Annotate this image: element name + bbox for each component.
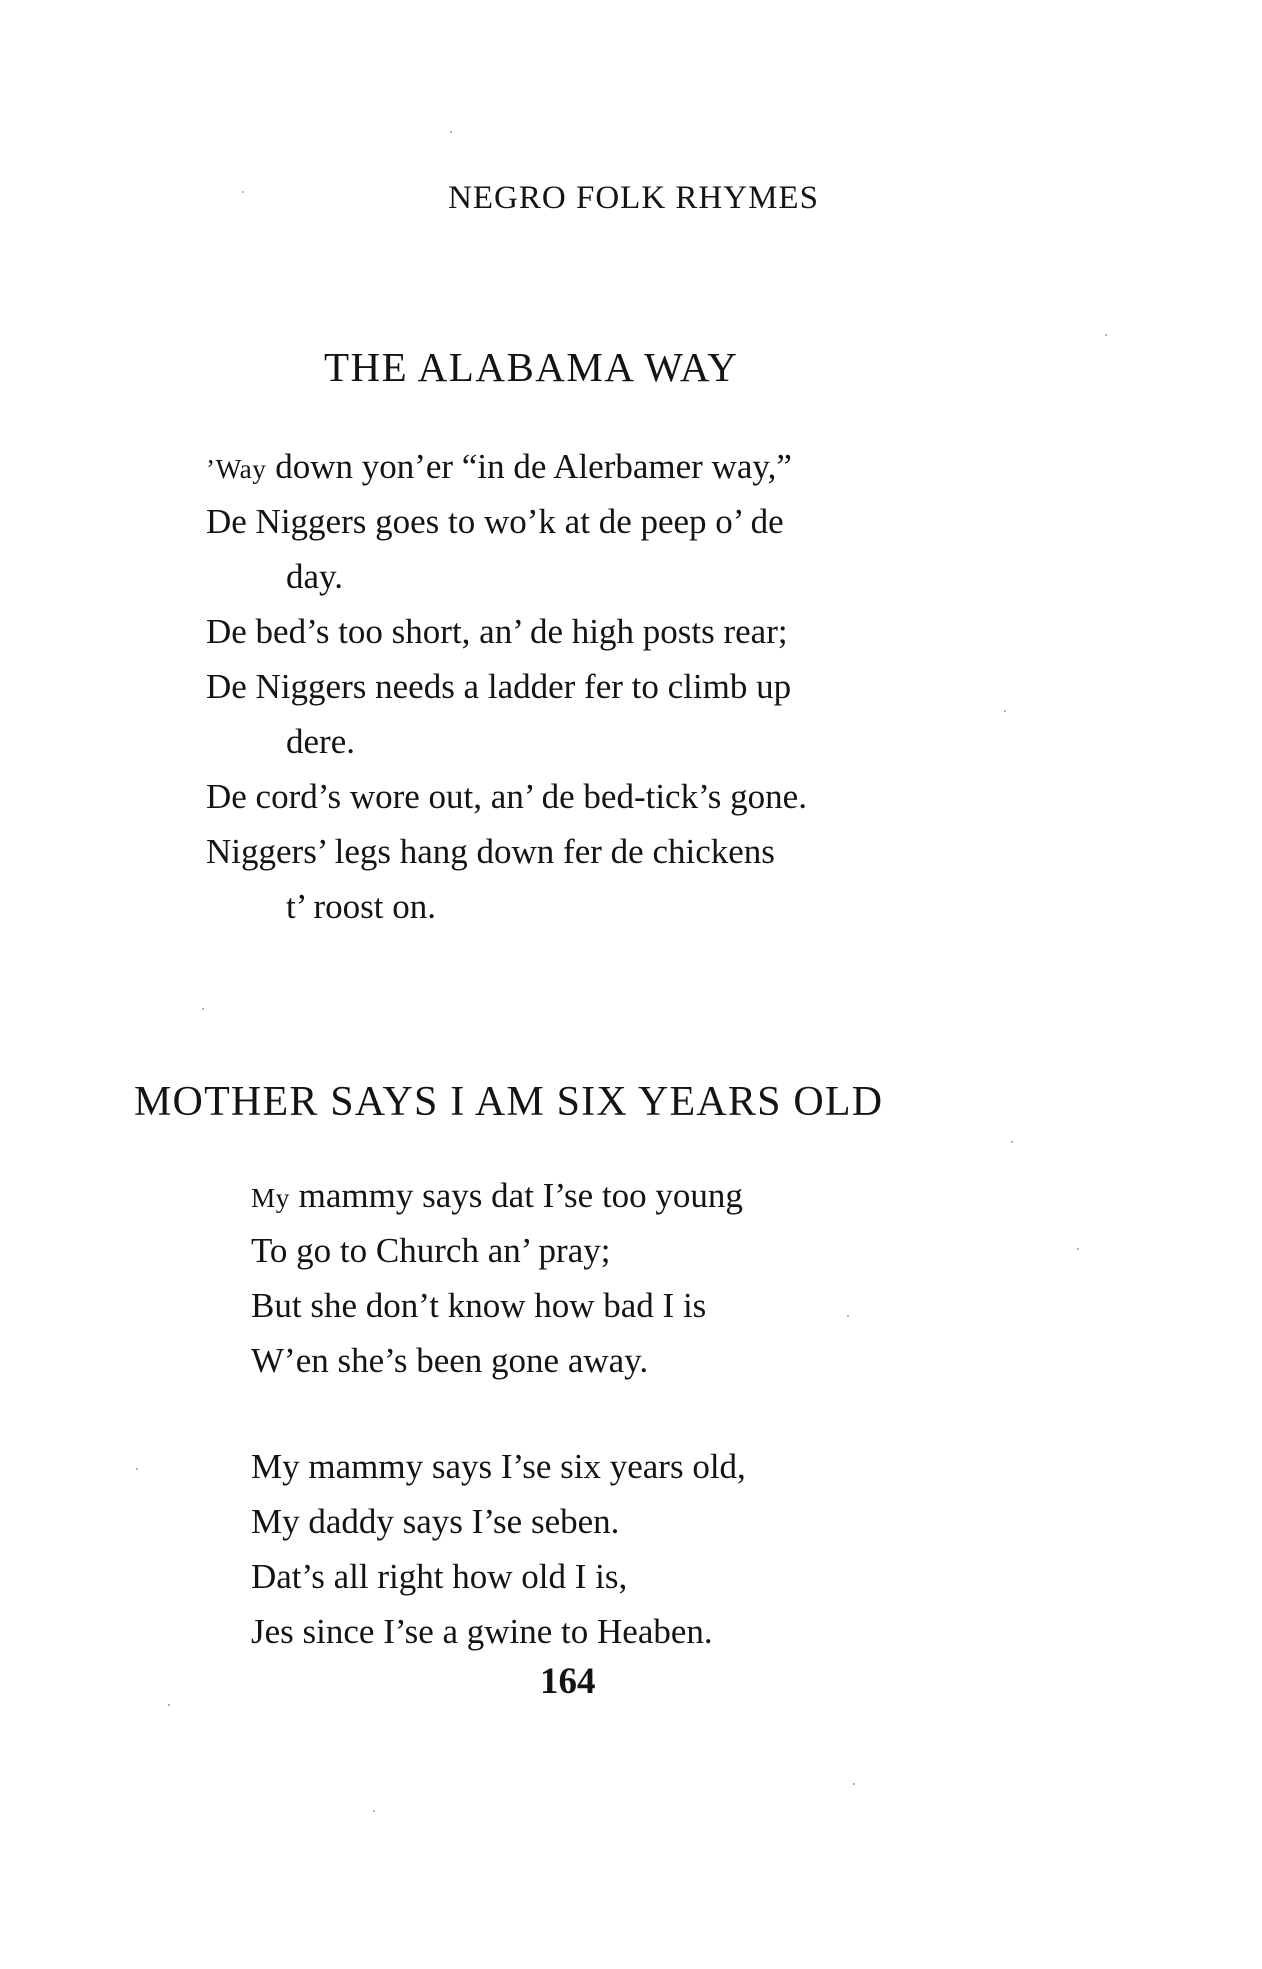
scan-speck: [1004, 710, 1006, 712]
poem-line: [206, 439, 807, 494]
poem-line-continuation: t’ roost on.: [286, 887, 437, 926]
poem-line-text: mammy says dat I’se too young: [289, 1176, 743, 1215]
poem-line-continuation: dere.: [286, 722, 355, 761]
scan-speck: [853, 1783, 855, 1785]
poem-line: My daddy says I’se seben.: [251, 1502, 620, 1541]
poem-line: My mammy says I’se six years old,: [251, 1447, 746, 1486]
running-head-text: NEGRO FOLK RHYMES: [448, 180, 819, 216]
poem-line: Dat’s all right how old I is,: [251, 1557, 628, 1596]
poem-line: W’en she’s been gone away.: [251, 1341, 649, 1380]
poem-line: De bed’s too short, an’ de high posts rear;: [206, 612, 788, 651]
scan-speck: [168, 1704, 170, 1706]
scan-speck: [450, 131, 452, 133]
scan-speck: [373, 1810, 375, 1812]
poem-line: De Niggers goes to wo’k at de peep o’ de: [206, 502, 784, 541]
poem-line-text: down yon’er “in de Alerbamer way,”: [266, 447, 792, 486]
poem-line-continuation: day.: [286, 557, 344, 596]
scan-speck: [1077, 1248, 1079, 1250]
scan-speck: [1105, 334, 1107, 336]
poem-line: Niggers’ legs hang down fer de chickens: [206, 832, 775, 871]
poem-line: [251, 1168, 746, 1223]
page-number: 164: [540, 1661, 596, 1702]
poem-six-years-old: [251, 1168, 746, 1659]
poem-line: De Niggers needs a ladder fer to climb up: [206, 667, 792, 706]
poem-line: To go to Church an’ pray;: [251, 1231, 611, 1270]
small-caps-opening: ’Way: [206, 454, 267, 484]
section-title-six-years-old: MOTHER SAYS I AM SIX YEARS OLD: [134, 1079, 884, 1125]
section-title-alabama-way: THE ALABAMA WAY: [324, 344, 739, 390]
poem-line: Jes since I’se a gwine to Heaben.: [251, 1612, 713, 1651]
scan-speck: [136, 1468, 138, 1470]
stanza-break: [251, 1388, 746, 1439]
poem-line: But she don’t know how bad I is: [251, 1286, 707, 1325]
running-head: [0, 180, 1262, 217]
scan-speck: [202, 1008, 204, 1010]
poem-alabama-way: [206, 439, 807, 934]
scan-speck: [847, 1315, 849, 1317]
scan-speck: [242, 191, 244, 193]
scan-speck: [1011, 1141, 1013, 1143]
poem-line: De cord’s wore out, an’ de bed-tick’s gone.: [206, 777, 807, 816]
small-caps-opening: My: [251, 1183, 290, 1213]
